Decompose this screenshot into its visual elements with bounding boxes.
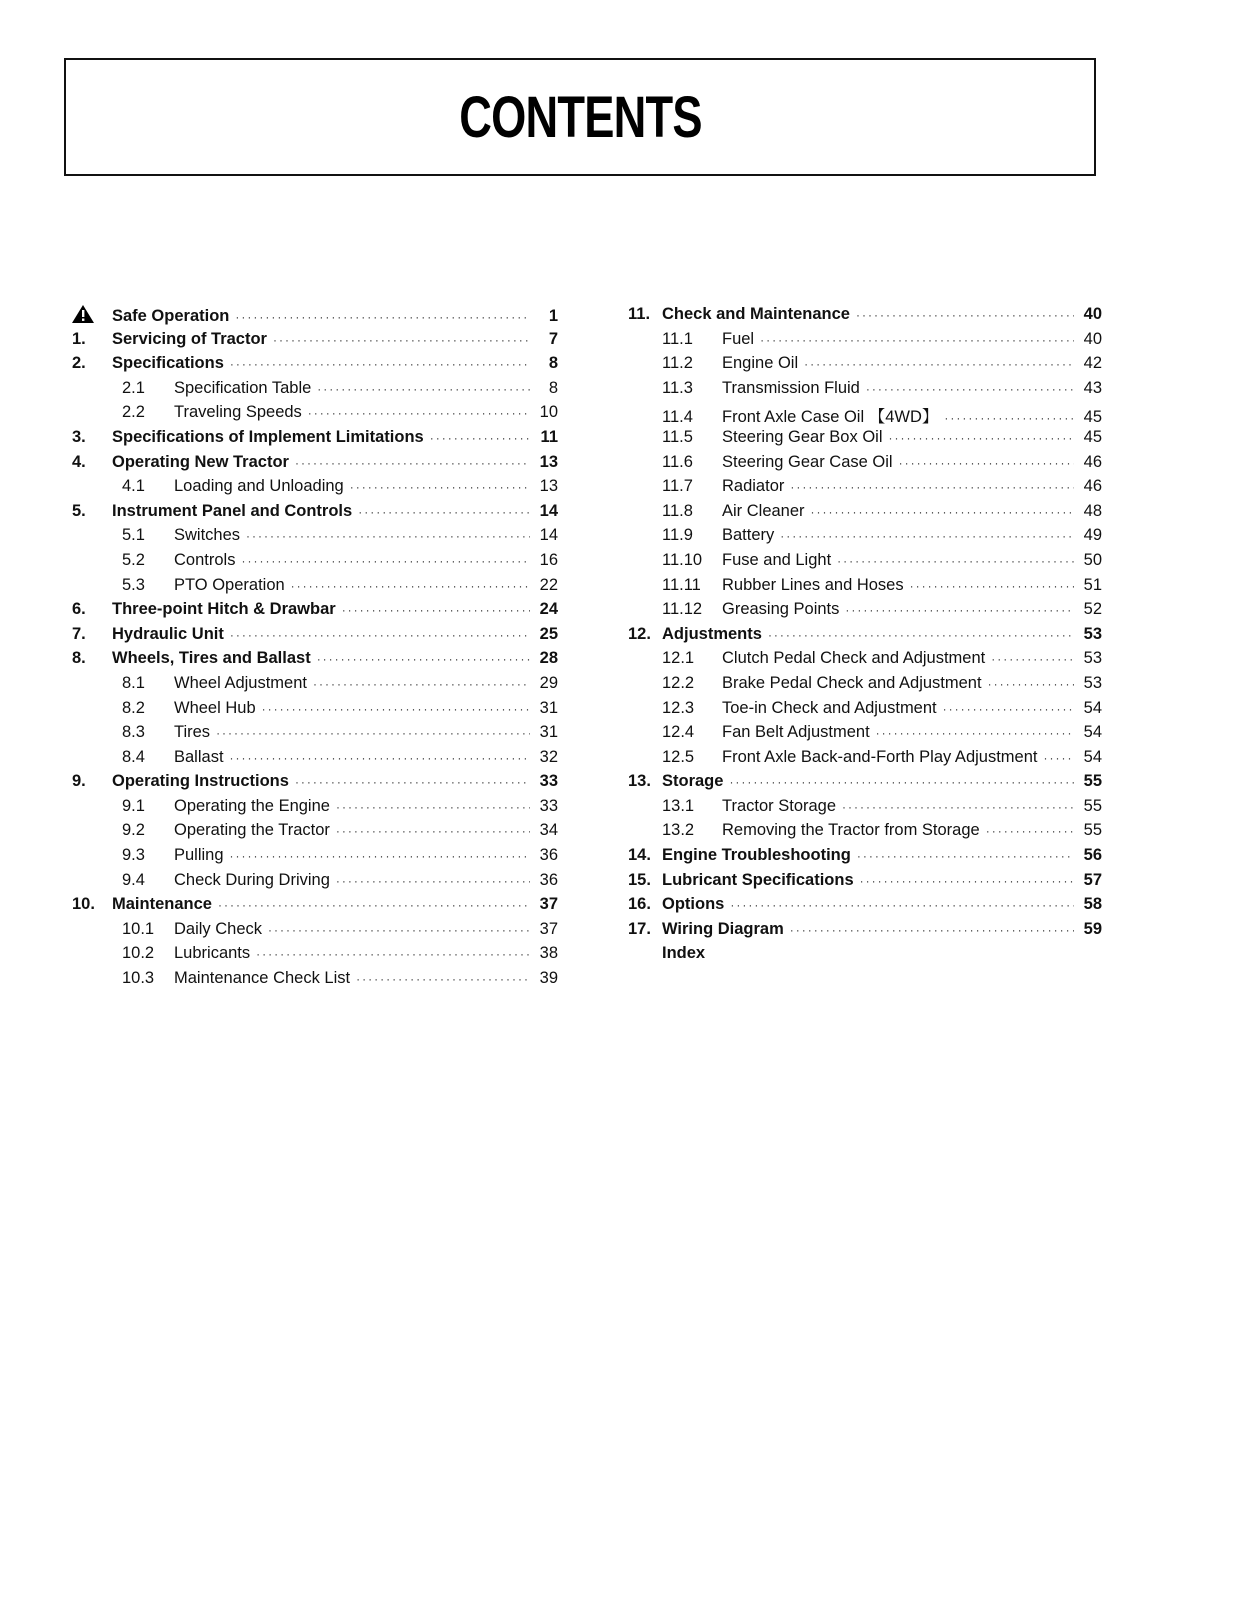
toc-entry-page[interactable]: 32 (539, 747, 558, 766)
toc-entry-page[interactable]: 57 (1083, 870, 1102, 889)
toc-entry-title[interactable]: Fuel (722, 329, 755, 348)
toc-entry-number: 9.4 (122, 870, 145, 889)
toc-entry[interactable] (628, 625, 1102, 650)
toc-entry-number: 10.2 (122, 944, 155, 963)
dot-leader (218, 898, 530, 912)
toc-entry-title[interactable]: Transmission Fluid (722, 378, 860, 397)
toc-entry-title[interactable]: Toe-in Check and Adjustment (722, 698, 937, 717)
toc-entry-number: 11.10 (662, 550, 703, 569)
toc-entry-page[interactable]: 28 (539, 649, 558, 668)
dot-leader (842, 800, 1074, 814)
toc-entry-page[interactable]: 16 (539, 550, 558, 569)
dot-leader (230, 628, 530, 642)
toc-entry-number: 11.9 (662, 526, 693, 545)
dot-leader (308, 406, 530, 420)
toc-right-column (628, 305, 1102, 969)
toc-entry-number: 2. (72, 354, 86, 373)
warning-triangle-icon (72, 305, 94, 323)
toc-entry-number: 10.1 (122, 919, 155, 938)
dot-leader (760, 333, 1074, 347)
toc-entry-title[interactable]: Index (662, 944, 706, 963)
toc-entry-number: 11. (628, 305, 651, 323)
toc-entry[interactable] (72, 772, 558, 797)
toc-entry[interactable] (72, 526, 558, 551)
toc-entry[interactable] (628, 379, 1102, 404)
toc-entry-title[interactable]: Operating the Engine (174, 796, 330, 815)
toc-entry-page[interactable]: 36 (539, 846, 558, 865)
toc-entry-page[interactable]: 11 (540, 427, 558, 446)
toc-entry[interactable] (72, 379, 558, 404)
toc-entry[interactable] (628, 920, 1102, 945)
toc-entry[interactable] (628, 748, 1102, 773)
toc-entry[interactable] (72, 797, 558, 822)
toc-entry-title[interactable]: Maintenance Check List (174, 969, 351, 988)
toc-entry[interactable] (628, 871, 1102, 896)
toc-entry[interactable] (628, 576, 1102, 601)
toc-entry-page[interactable]: 7 (548, 329, 558, 348)
dot-leader (804, 357, 1074, 371)
toc-entry-page[interactable]: 31 (539, 723, 558, 742)
toc-entry[interactable] (72, 428, 558, 453)
toc-entry-page[interactable]: 52 (1083, 600, 1102, 619)
toc-entry-title[interactable]: Wheels, Tires and Ballast (112, 649, 311, 668)
toc-entry-page[interactable]: 55 (1083, 796, 1102, 815)
dot-leader (317, 382, 530, 396)
toc-entry-number: 16. (628, 895, 651, 914)
toc-entry[interactable] (628, 502, 1102, 527)
toc-entry-number: 12.3 (662, 698, 695, 717)
toc-entry-page[interactable]: 40 (1083, 305, 1102, 323)
dot-leader (860, 874, 1074, 888)
dot-leader (230, 751, 530, 765)
toc-entry-title[interactable]: Fuse and Light (722, 550, 832, 569)
toc-entry-title[interactable]: Instrument Panel and Controls (112, 501, 353, 520)
toc-entry-page[interactable]: 59 (1083, 919, 1102, 938)
toc-entry-number: 6. (72, 600, 86, 619)
toc-entry-title[interactable]: Specifications (112, 354, 224, 373)
toc-entry-page[interactable]: 37 (539, 895, 558, 914)
dot-leader (317, 652, 530, 666)
dot-leader (811, 505, 1074, 519)
toc-entry[interactable] (72, 551, 558, 576)
toc-entry-title[interactable]: Lubricant Specifications (662, 870, 854, 889)
toc-entry[interactable] (628, 403, 1102, 428)
toc-entry-number: 10.3 (122, 969, 155, 988)
toc-entry-page[interactable]: 50 (1083, 550, 1102, 569)
toc-entry-title[interactable]: Safe Operation (112, 307, 230, 325)
toc-entry-page[interactable]: 25 (539, 624, 558, 643)
toc-entry[interactable] (72, 305, 558, 330)
toc-entry[interactable] (628, 477, 1102, 502)
dot-leader (246, 529, 530, 543)
toc-entry-page[interactable]: 36 (539, 870, 558, 889)
toc-entry-title[interactable]: Hydraulic Unit (112, 624, 224, 643)
dot-leader (899, 456, 1074, 470)
toc-entry-number: 10. (72, 895, 95, 914)
toc-entry-page[interactable]: 53 (1083, 649, 1102, 668)
toc-entry-number: 9.2 (122, 821, 145, 840)
toc-entry-number: 11.3 (662, 378, 693, 397)
toc-entry[interactable] (72, 354, 558, 379)
toc-entry-number: 8. (72, 649, 86, 668)
toc-entry-title[interactable]: Greasing Points (722, 600, 840, 619)
toc-entry[interactable] (628, 944, 1102, 969)
toc-entry-page[interactable]: 45 (1083, 427, 1102, 446)
toc-entry-number: 4. (72, 452, 86, 471)
toc-entry[interactable] (72, 330, 558, 355)
dot-leader (336, 800, 530, 814)
toc-entry[interactable] (72, 625, 558, 650)
toc-entry-number: 2.2 (122, 403, 145, 422)
toc-entry-number: 11.2 (662, 354, 693, 373)
toc-entry-number: 17. (628, 919, 651, 938)
toc-entry-number: 11.7 (662, 477, 693, 496)
toc-entry-title[interactable]: Controls (174, 550, 236, 569)
toc-entry-page[interactable]: 53 (1083, 673, 1102, 692)
toc-entry-title[interactable]: Operating New Tractor (112, 452, 289, 471)
toc-entry-title[interactable]: Removing the Tractor from Storage (722, 821, 980, 840)
toc-entry-title[interactable]: Switches (174, 526, 241, 545)
toc-entry-title[interactable]: Steering Gear Box Oil (722, 427, 883, 446)
toc-entry-page[interactable]: 13 (539, 477, 558, 496)
toc-entry[interactable] (628, 305, 1102, 330)
toc-entry-title[interactable]: Specifications of Implement Limitations (112, 427, 424, 446)
dot-leader (430, 431, 530, 445)
toc-entry-number: 15. (628, 870, 651, 889)
toc-entry-page[interactable]: 33 (539, 772, 558, 791)
toc-entry-page[interactable]: 56 (1083, 846, 1102, 865)
toc-entry-title[interactable]: Front Axle Case Oil 【4WD】 (722, 408, 939, 427)
toc-entry-title[interactable]: Engine Troubleshooting (662, 846, 851, 865)
toc-entry[interactable] (628, 797, 1102, 822)
toc-entry-number: 5. (72, 501, 86, 520)
toc-entry[interactable] (72, 477, 558, 502)
toc-entry-number: 13. (628, 772, 651, 791)
dot-leader (235, 310, 530, 324)
toc-entry[interactable] (628, 821, 1102, 846)
toc-entry-page[interactable]: 49 (1083, 526, 1102, 545)
toc-entry-number: 5.3 (122, 575, 145, 594)
toc-entry-title[interactable]: Wiring Diagram (662, 919, 784, 938)
toc-entry-number: 8.2 (122, 698, 145, 717)
toc-entry[interactable] (72, 895, 558, 920)
toc-entry[interactable] (628, 723, 1102, 748)
dot-leader (845, 603, 1074, 617)
toc-entry-title[interactable]: Air Cleaner (722, 501, 805, 520)
toc-entry-title[interactable]: Brake Pedal Check and Adjustment (722, 673, 982, 692)
dot-leader (790, 923, 1074, 937)
toc-entry[interactable] (72, 969, 558, 994)
dot-leader (273, 333, 530, 347)
dot-leader (295, 775, 530, 789)
toc-entry-page[interactable]: 1 (548, 307, 558, 325)
toc-entry-number: 8.1 (122, 673, 145, 692)
toc-entry-title[interactable]: Ballast (174, 747, 224, 766)
toc-entry[interactable] (628, 428, 1102, 453)
dot-leader (944, 411, 1074, 425)
toc-entry[interactable] (628, 551, 1102, 576)
toc-entry-title[interactable]: Check and Maintenance (662, 305, 850, 323)
toc-entry-title[interactable]: Clutch Pedal Check and Adjustment (722, 649, 986, 668)
toc-entry-number: 11.11 (662, 575, 701, 594)
toc-entry-page[interactable]: 29 (539, 673, 558, 692)
toc-entry-title[interactable]: Rubber Lines and Hoses (722, 575, 904, 594)
toc-entry-number: 11.5 (662, 427, 693, 446)
toc-entry-title[interactable]: Storage (662, 772, 724, 791)
toc-entry-page[interactable]: 58 (1083, 895, 1102, 914)
dot-leader (342, 603, 530, 617)
dot-leader (768, 628, 1074, 642)
toc-entry[interactable] (628, 699, 1102, 724)
toc-entry-number: 12.5 (662, 747, 695, 766)
dot-leader (262, 702, 530, 716)
toc-entry-title[interactable]: Wheel Hub (174, 698, 256, 717)
toc-entry-number: 11.12 (662, 600, 703, 619)
toc-entry-page[interactable]: 42 (1083, 354, 1102, 373)
toc-entry[interactable] (628, 674, 1102, 699)
toc-entry-page[interactable]: 55 (1083, 821, 1102, 840)
dot-leader (358, 505, 530, 519)
toc-entry[interactable] (628, 649, 1102, 674)
toc-entry-title[interactable]: Daily Check (174, 919, 263, 938)
dot-leader (889, 431, 1075, 445)
toc-entry-title[interactable]: Loading and Unloading (174, 477, 344, 496)
toc-entry-number: 14. (628, 846, 651, 865)
toc-entry-page[interactable]: 46 (1083, 452, 1102, 471)
toc-entry-page[interactable]: 54 (1083, 747, 1102, 766)
title-box (64, 58, 1096, 176)
dot-leader (268, 923, 530, 937)
toc-entry-page[interactable]: 43 (1083, 378, 1102, 397)
toc-entry-title[interactable]: Operating Instructions (112, 772, 289, 791)
toc-entry[interactable] (72, 944, 558, 969)
toc-entry-number: 12.4 (662, 723, 695, 742)
dot-leader (241, 554, 530, 568)
toc-left-column (72, 305, 558, 994)
dot-leader (943, 702, 1074, 716)
dot-leader (230, 849, 530, 863)
toc-entry-number: 9. (72, 772, 86, 791)
toc-entry-page[interactable]: 54 (1083, 698, 1102, 717)
toc-entry-title[interactable]: Battery (722, 526, 775, 545)
toc-entry-title[interactable]: Radiator (722, 477, 785, 496)
toc-entry-number: 9.3 (122, 846, 145, 865)
toc-entry-title[interactable]: Operating the Tractor (174, 821, 330, 840)
toc-entry-title[interactable]: Pulling (174, 846, 224, 865)
toc-entry[interactable] (628, 895, 1102, 920)
toc-entry[interactable] (72, 674, 558, 699)
toc-entry-number: 5.1 (122, 526, 145, 545)
toc-entry-page[interactable]: 33 (539, 796, 558, 815)
dot-leader (336, 874, 530, 888)
toc-entry[interactable] (628, 600, 1102, 625)
toc-entry[interactable] (628, 526, 1102, 551)
dot-leader (295, 456, 530, 470)
toc-entry-number: 12. (628, 624, 651, 643)
page-title: CONTENTS (458, 84, 702, 150)
toc-entry-page[interactable]: 40 (1083, 329, 1102, 348)
toc-entry-title[interactable]: Steering Gear Case Oil (722, 452, 893, 471)
toc-entry-title[interactable]: Maintenance (112, 895, 212, 914)
toc-entry-number: 11.4 (662, 408, 693, 427)
dot-leader (230, 357, 530, 371)
dot-leader (910, 579, 1074, 593)
dot-leader (1043, 751, 1074, 765)
toc-entry-number: 1. (72, 329, 86, 348)
toc-entry-title[interactable]: Specification Table (174, 378, 312, 397)
dot-leader (256, 947, 530, 961)
toc-entry-page[interactable]: 14 (539, 526, 558, 545)
toc-entry-number: 11.1 (662, 329, 693, 348)
toc-entry-page[interactable]: 38 (539, 944, 558, 963)
toc-entry-page[interactable]: 51 (1083, 575, 1102, 594)
toc-entry-page[interactable]: 54 (1083, 723, 1102, 742)
dot-leader (991, 652, 1074, 666)
toc-entry-title[interactable]: PTO Operation (174, 575, 285, 594)
dot-leader (837, 554, 1074, 568)
toc-entry-page[interactable]: 39 (539, 969, 558, 988)
toc-entry-number: 11.6 (662, 452, 693, 471)
toc-entry[interactable] (72, 699, 558, 724)
dot-leader (216, 726, 530, 740)
toc-entry[interactable] (628, 846, 1102, 871)
toc-entry[interactable] (72, 502, 558, 527)
dot-leader (986, 824, 1074, 838)
toc-entry-page[interactable]: 13 (539, 452, 558, 471)
toc-entry-title[interactable]: Tires (174, 723, 211, 742)
toc-entry[interactable] (72, 920, 558, 945)
toc-entry-title[interactable]: Traveling Speeds (174, 403, 302, 422)
toc-entry[interactable] (72, 649, 558, 674)
toc-entry-number: 2.1 (122, 378, 145, 397)
toc-entry[interactable] (628, 354, 1102, 379)
toc-entry-number: 13.2 (662, 821, 695, 840)
dot-leader (856, 308, 1074, 322)
dot-leader (780, 529, 1074, 543)
toc-entry[interactable] (72, 846, 558, 871)
toc-entry-title[interactable]: Three-point Hitch & Drawbar (112, 600, 336, 619)
toc-entry-page[interactable]: 8 (548, 378, 558, 397)
toc-entry-title[interactable]: Check During Driving (174, 870, 330, 889)
toc-entry[interactable] (628, 453, 1102, 478)
toc-entry-number: 5.2 (122, 550, 145, 569)
dot-leader (857, 849, 1074, 863)
dot-leader (876, 726, 1074, 740)
toc-entry-number: 13.1 (662, 796, 695, 815)
dot-leader (313, 677, 530, 691)
toc-entry-page[interactable]: 45 (1083, 408, 1102, 427)
dot-leader (729, 775, 1074, 789)
dot-leader (730, 898, 1074, 912)
toc-entry-number: 9.1 (122, 796, 145, 815)
toc-entry-page[interactable]: 10 (539, 403, 558, 422)
toc-entry-title[interactable]: Tractor Storage (722, 796, 837, 815)
dot-leader (988, 677, 1074, 691)
toc-entry-title[interactable]: Wheel Adjustment (174, 673, 307, 692)
toc-entry[interactable] (72, 821, 558, 846)
toc-entry[interactable] (72, 723, 558, 748)
toc-entry-number: 12.1 (662, 649, 695, 668)
dot-leader (866, 382, 1074, 396)
toc-entry-page[interactable]: 31 (539, 698, 558, 717)
toc-entry[interactable] (72, 576, 558, 601)
dot-leader (356, 972, 530, 986)
toc-entry-title[interactable]: Fan Belt Adjustment (722, 723, 870, 742)
toc-entry-title[interactable]: Options (662, 895, 725, 914)
toc-entry-page[interactable]: 34 (539, 821, 558, 840)
toc-entry-page[interactable]: 37 (539, 919, 558, 938)
toc-entry-page[interactable]: 22 (539, 575, 558, 594)
dot-leader (790, 480, 1074, 494)
toc-entry[interactable] (72, 403, 558, 428)
toc-entry[interactable] (628, 772, 1102, 797)
toc-entry-title[interactable]: Lubricants (174, 944, 251, 963)
toc-entry-page[interactable]: 55 (1083, 772, 1102, 791)
toc-entry-title[interactable]: Front Axle Back-and-Forth Play Adjustment (722, 747, 1038, 766)
toc-entry-number (72, 305, 112, 326)
dot-leader (291, 579, 530, 593)
toc-entry-page[interactable]: 24 (539, 600, 558, 619)
toc-entry[interactable] (628, 330, 1102, 355)
toc-entry-page[interactable]: 53 (1083, 624, 1102, 643)
toc-entry-number: 8.4 (122, 747, 145, 766)
dot-leader (350, 480, 530, 494)
toc-entry[interactable] (72, 600, 558, 625)
toc-entry-number: 7. (72, 624, 86, 643)
toc-entry[interactable] (72, 748, 558, 773)
toc-entry-title[interactable]: Adjustments (662, 624, 762, 643)
toc-entry-page[interactable]: 8 (548, 354, 558, 373)
toc-entry-number: 4.1 (122, 477, 145, 496)
toc-entry-number: 8.3 (122, 723, 145, 742)
toc-entry-number: 12.2 (662, 673, 695, 692)
toc-entry-title[interactable]: Servicing of Tractor (112, 329, 267, 348)
toc-entry-number: 11.8 (662, 501, 693, 520)
toc-entry-page[interactable]: 48 (1083, 501, 1102, 520)
toc-entry-number: 3. (72, 427, 86, 446)
toc-entry[interactable] (72, 871, 558, 896)
toc-entry[interactable] (72, 453, 558, 478)
toc-entry-title[interactable]: Engine Oil (722, 354, 799, 373)
toc-entry-page[interactable]: 14 (539, 501, 558, 520)
dot-leader (336, 824, 530, 838)
toc-entry-page[interactable]: 46 (1083, 477, 1102, 496)
